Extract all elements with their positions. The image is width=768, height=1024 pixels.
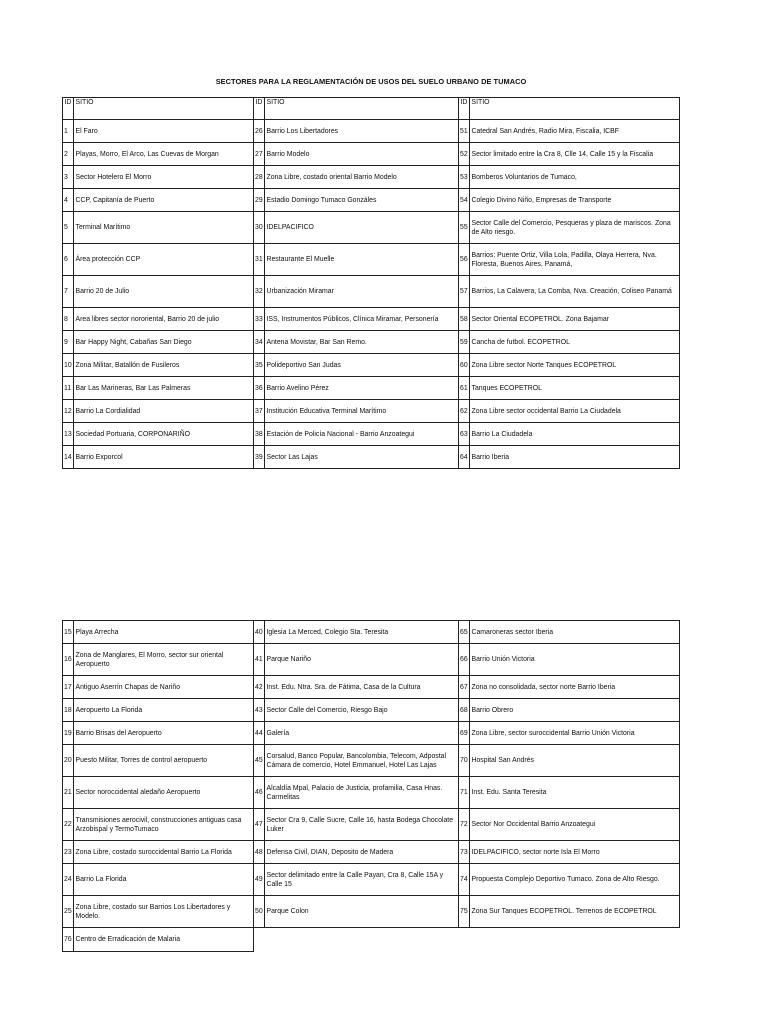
sector-name: Galería [265, 722, 459, 745]
sector-name: Barrio La Ciudadela [470, 423, 680, 446]
sector-id: 38 [254, 423, 265, 446]
sector-id: 50 [254, 896, 265, 928]
sector-id: 60 [459, 354, 470, 377]
sector-id: 36 [254, 377, 265, 400]
sector-name: Barrio Modelo [265, 143, 459, 166]
sector-id: 63 [459, 423, 470, 446]
sector-id: 69 [459, 722, 470, 745]
header-sitio: SITIO [74, 98, 254, 120]
empty-cell [254, 928, 680, 952]
table-row [63, 331, 680, 354]
sector-id: 28 [254, 166, 265, 189]
sectors-table-1 [62, 97, 680, 469]
header-sitio: SITIO [265, 98, 459, 120]
sector-id: 29 [254, 189, 265, 212]
sector-name: Camaroneras sector Iberia [470, 621, 680, 644]
sector-name: Defensa Civil, DIAN, Deposito de Madera [265, 841, 459, 864]
sector-name: Sector Hotelero El Morro [74, 166, 254, 189]
sector-id: 74 [459, 864, 470, 896]
sector-name: Puesto Militar, Torres de control aeropuerto [74, 745, 254, 777]
sector-id: 65 [459, 621, 470, 644]
sector-name: Inst. Edu. Ntra. Sra. de Fátima, Casa de la Cultura [265, 676, 459, 699]
sector-id: 4 [63, 189, 74, 212]
table-row [63, 928, 680, 952]
sector-name: Tanques ECOPETROL [470, 377, 680, 400]
sector-id: 47 [254, 809, 265, 841]
sector-name: Sector Nor Occidental Barrio Anzoategui [470, 809, 680, 841]
sector-name: Iglesia La Merced, Colegio Sta. Teresita [265, 621, 459, 644]
sector-id: 26 [254, 120, 265, 143]
sector-id: 7 [63, 276, 74, 308]
sector-id: 68 [459, 699, 470, 722]
sector-name: Antiguo Aserrín Chapas de Nariño [74, 676, 254, 699]
table-row [63, 400, 680, 423]
sector-name: Centro de Erradicación de Malaria [74, 928, 254, 952]
sector-id: 48 [254, 841, 265, 864]
sector-id: 59 [459, 331, 470, 354]
sector-name: Sociedad Portuaria, CORPONARIÑO [74, 423, 254, 446]
sector-id: 72 [459, 809, 470, 841]
sector-id: 12 [63, 400, 74, 423]
sector-id: 34 [254, 331, 265, 354]
sector-name: Zona Libre, costado sur Barrios Los Libertadores y Modelo. [74, 896, 254, 928]
sector-name: IDELPACIFICO [265, 212, 459, 244]
sector-id: 46 [254, 777, 265, 809]
sector-name: El Faro [74, 120, 254, 143]
sector-name: Propuesta Complejo Deportivo Tumaco. Zona de Alto Riesgo. [470, 864, 680, 896]
sector-id: 58 [459, 308, 470, 331]
sector-id: 3 [63, 166, 74, 189]
sector-name: Zona Libre, costado oriental Barrio Modelo [265, 166, 459, 189]
table-row [63, 722, 680, 745]
sector-id: 55 [459, 212, 470, 244]
sector-name: Cancha de futbol. ECOPETROL [470, 331, 680, 354]
sector-id: 53 [459, 166, 470, 189]
sector-name: Zona Militar, Batallón de Fusileros [74, 354, 254, 377]
sector-name: Sector Cra 9, Calle Sucre, Calle 16, hasta Bodega Chocolate Luker [265, 809, 459, 841]
sector-name: Restaurante El Muelle [265, 244, 459, 276]
sector-id: 33 [254, 308, 265, 331]
sector-id: 23 [63, 841, 74, 864]
sector-name: Bar Happy Night, Cabañas San Diego [74, 331, 254, 354]
sector-id: 21 [63, 777, 74, 809]
sector-name: Polideportivo San Judas [265, 354, 459, 377]
sector-name: Sector Oriental ECOPETROL. Zona Bajamar [470, 308, 680, 331]
table-row [63, 120, 680, 143]
sector-id: 31 [254, 244, 265, 276]
sector-name: Aeropuerto La Florida [74, 699, 254, 722]
sector-id: 13 [63, 423, 74, 446]
table-row [63, 446, 680, 469]
table-row [63, 244, 680, 276]
sector-name: Barrio 20 de Julio [74, 276, 254, 308]
table-row [63, 621, 680, 644]
table-row [63, 143, 680, 166]
sector-id: 49 [254, 864, 265, 896]
sector-name: Estadio Domingo Tumaco Gonzáles [265, 189, 459, 212]
sector-id: 51 [459, 120, 470, 143]
sector-id: 44 [254, 722, 265, 745]
sector-name: CCP, Capitanía de Puerto [74, 189, 254, 212]
sector-name: Hospital San Andrés [470, 745, 680, 777]
sector-id: 43 [254, 699, 265, 722]
sector-id: 32 [254, 276, 265, 308]
header-sitio: SITIO [470, 98, 680, 120]
document-title: SECTORES PARA LA REGLAMENTACIÓN DE USOS DEL SUELO URBANO DE TUMACO [215, 77, 527, 86]
sector-id: 66 [459, 644, 470, 676]
sector-name: Colegio Divino Niño, Empresas de Transporte [470, 189, 680, 212]
table-row [63, 308, 680, 331]
sector-id: 70 [459, 745, 470, 777]
sector-id: 18 [63, 699, 74, 722]
sector-name: Sector delimitado entre la Calle Payan, Cra 8, Calle 15A y Calle 15 [265, 864, 459, 896]
sector-name: Alcaldía Mpal, Palacio de Justicia, profamilia, Casa Hnas. Carmelitas [265, 777, 459, 809]
table-row [63, 841, 680, 864]
sector-name: Sector noroccidental aledaño Aeropuerto [74, 777, 254, 809]
sector-name: Zona Libre sector occidental Barrio La Ciudadela [470, 400, 680, 423]
sector-id: 67 [459, 676, 470, 699]
table-row [63, 777, 680, 809]
table-row [63, 676, 680, 699]
header-id: ID [459, 98, 470, 120]
sector-name: Playa Arrecha [74, 621, 254, 644]
sector-id: 52 [459, 143, 470, 166]
sector-name: Zona Libre, costado suroccidental Barrio La Florida [74, 841, 254, 864]
sector-id: 35 [254, 354, 265, 377]
sector-name: Parque Nariño [265, 644, 459, 676]
sector-name: Transmisiones aerocivil, construcciones antiguas casa Arzobispal y TermoTumaco [74, 809, 254, 841]
sector-name: Zona Sur Tanques ECOPETROL. Terrenos de ECOPETROL [470, 896, 680, 928]
sector-name: Parque Colon [265, 896, 459, 928]
sector-id: 64 [459, 446, 470, 469]
sector-name: Antena Movistar, Bar San Remo. [265, 331, 459, 354]
sector-id: 75 [459, 896, 470, 928]
sector-name: Terminal Marítimo [74, 212, 254, 244]
table-row [63, 189, 680, 212]
sector-name: Catedral San Andrés, Radio Mira, Fiscalia, ICBF [470, 120, 680, 143]
sector-id: 45 [254, 745, 265, 777]
sector-name: Barrios, La Calavera, La Comba, Nva. Creación, Coliseo Panamá [470, 276, 680, 308]
sector-id: 61 [459, 377, 470, 400]
sector-name: Área protección CCP [74, 244, 254, 276]
sector-name: Estación de Policía Nacional - Barrio Anzoategui [265, 423, 459, 446]
table-header-row [63, 98, 680, 120]
sector-name: Barrio La Cordialidad [74, 400, 254, 423]
sector-name: Institución Educativa Terminal Marítimo [265, 400, 459, 423]
sector-id: 17 [63, 676, 74, 699]
sector-id: 73 [459, 841, 470, 864]
sector-id: 24 [63, 864, 74, 896]
sector-id: 11 [63, 377, 74, 400]
sector-id: 8 [63, 308, 74, 331]
sector-name: Zona Libre sector Norte Tanques ECOPETROL [470, 354, 680, 377]
sector-id: 5 [63, 212, 74, 244]
sector-name: Sector Calle del Comercio, Pesqueras y plaza de mariscos. Zona de Alto riesgo. [470, 212, 680, 244]
table-row [63, 377, 680, 400]
sector-id: 14 [63, 446, 74, 469]
sector-id: 9 [63, 331, 74, 354]
sector-id: 2 [63, 143, 74, 166]
table-row [63, 276, 680, 308]
sector-name: Corsalud, Banco Popular, Bancolombia, Telecom, Adpostal Cámara de comercio, Hotel Emmanuel, Hotel Las Lajas [265, 745, 459, 777]
sector-id: 25 [63, 896, 74, 928]
sector-id: 76 [63, 928, 74, 952]
sector-name: Barrio Unión Victoria [470, 644, 680, 676]
table-row [63, 166, 680, 189]
table-row [63, 354, 680, 377]
sector-name: ISS, Instrumentos Públicos, Clínica Miramar, Personería [265, 308, 459, 331]
table-row [63, 212, 680, 244]
table-row [63, 423, 680, 446]
sector-id: 30 [254, 212, 265, 244]
sector-name: Barrio Avelino Pérez [265, 377, 459, 400]
sector-name: Barrio Brisas del Aeropuerto [74, 722, 254, 745]
sector-id: 54 [459, 189, 470, 212]
sector-name: Playas, Morro, El Arco, Las Cuevas de Morgan [74, 143, 254, 166]
sector-id: 16 [63, 644, 74, 676]
sector-name: IDELPACIFICO, sector norte Isla El Morro [470, 841, 680, 864]
sector-id: 37 [254, 400, 265, 423]
sector-id: 10 [63, 354, 74, 377]
sector-name: Barrio Obrero [470, 699, 680, 722]
header-id: ID [254, 98, 265, 120]
sector-name: Zona no consolidada, sector norte Barrio Iberia [470, 676, 680, 699]
table-row [63, 644, 680, 676]
sector-id: 20 [63, 745, 74, 777]
sector-id: 57 [459, 276, 470, 308]
table-row [63, 745, 680, 777]
sector-name: Sector Las Lajas [265, 446, 459, 469]
sector-name: Zona de Manglares, El Morro, sector sur oriental Aeropuerto [74, 644, 254, 676]
sector-id: 41 [254, 644, 265, 676]
sector-id: 1 [63, 120, 74, 143]
sector-name: Barrio Iberia [470, 446, 680, 469]
header-id: ID [63, 98, 74, 120]
sector-id: 71 [459, 777, 470, 809]
sector-name: Urbanización Miramar [265, 276, 459, 308]
sector-name: Barrio Los Libertadores [265, 120, 459, 143]
sector-id: 22 [63, 809, 74, 841]
table-row [63, 864, 680, 896]
sector-id: 15 [63, 621, 74, 644]
sector-id: 40 [254, 621, 265, 644]
sector-name: Sector limitado entre la Cra 8, Clle 14, Calle 15 y la Fiscalia [470, 143, 680, 166]
sector-name: Sector Calle del Comercio, Riesgo Bajo [265, 699, 459, 722]
sector-id: 62 [459, 400, 470, 423]
sector-name: Bomberos Voluntarios de Tumaco, [470, 166, 680, 189]
table-row [63, 809, 680, 841]
sectors-table-2 [62, 620, 680, 952]
sector-id: 27 [254, 143, 265, 166]
sector-name: Inst. Edu. Santa Teresita [470, 777, 680, 809]
sector-name: Barrio La Florida [74, 864, 254, 896]
sector-name: Bar Las Marineras, Bar Las Palmeras [74, 377, 254, 400]
sector-id: 6 [63, 244, 74, 276]
table-row [63, 896, 680, 928]
sector-name: Area libres sector nororiental, Barrio 20 de julio [74, 308, 254, 331]
sector-name: Zona Libre, sector suroccidental Barrio Unión Victoria [470, 722, 680, 745]
sector-id: 19 [63, 722, 74, 745]
sector-id: 39 [254, 446, 265, 469]
table-row [63, 699, 680, 722]
sector-name: Barrio Exporcol [74, 446, 254, 469]
sector-id: 56 [459, 244, 470, 276]
sector-name: Barrios: Puente Ortiz, Villa Lola, Padilla, Olaya Herrera, Nva. Floresta, Buenos Aires, Panamá, [470, 244, 680, 276]
sector-id: 42 [254, 676, 265, 699]
